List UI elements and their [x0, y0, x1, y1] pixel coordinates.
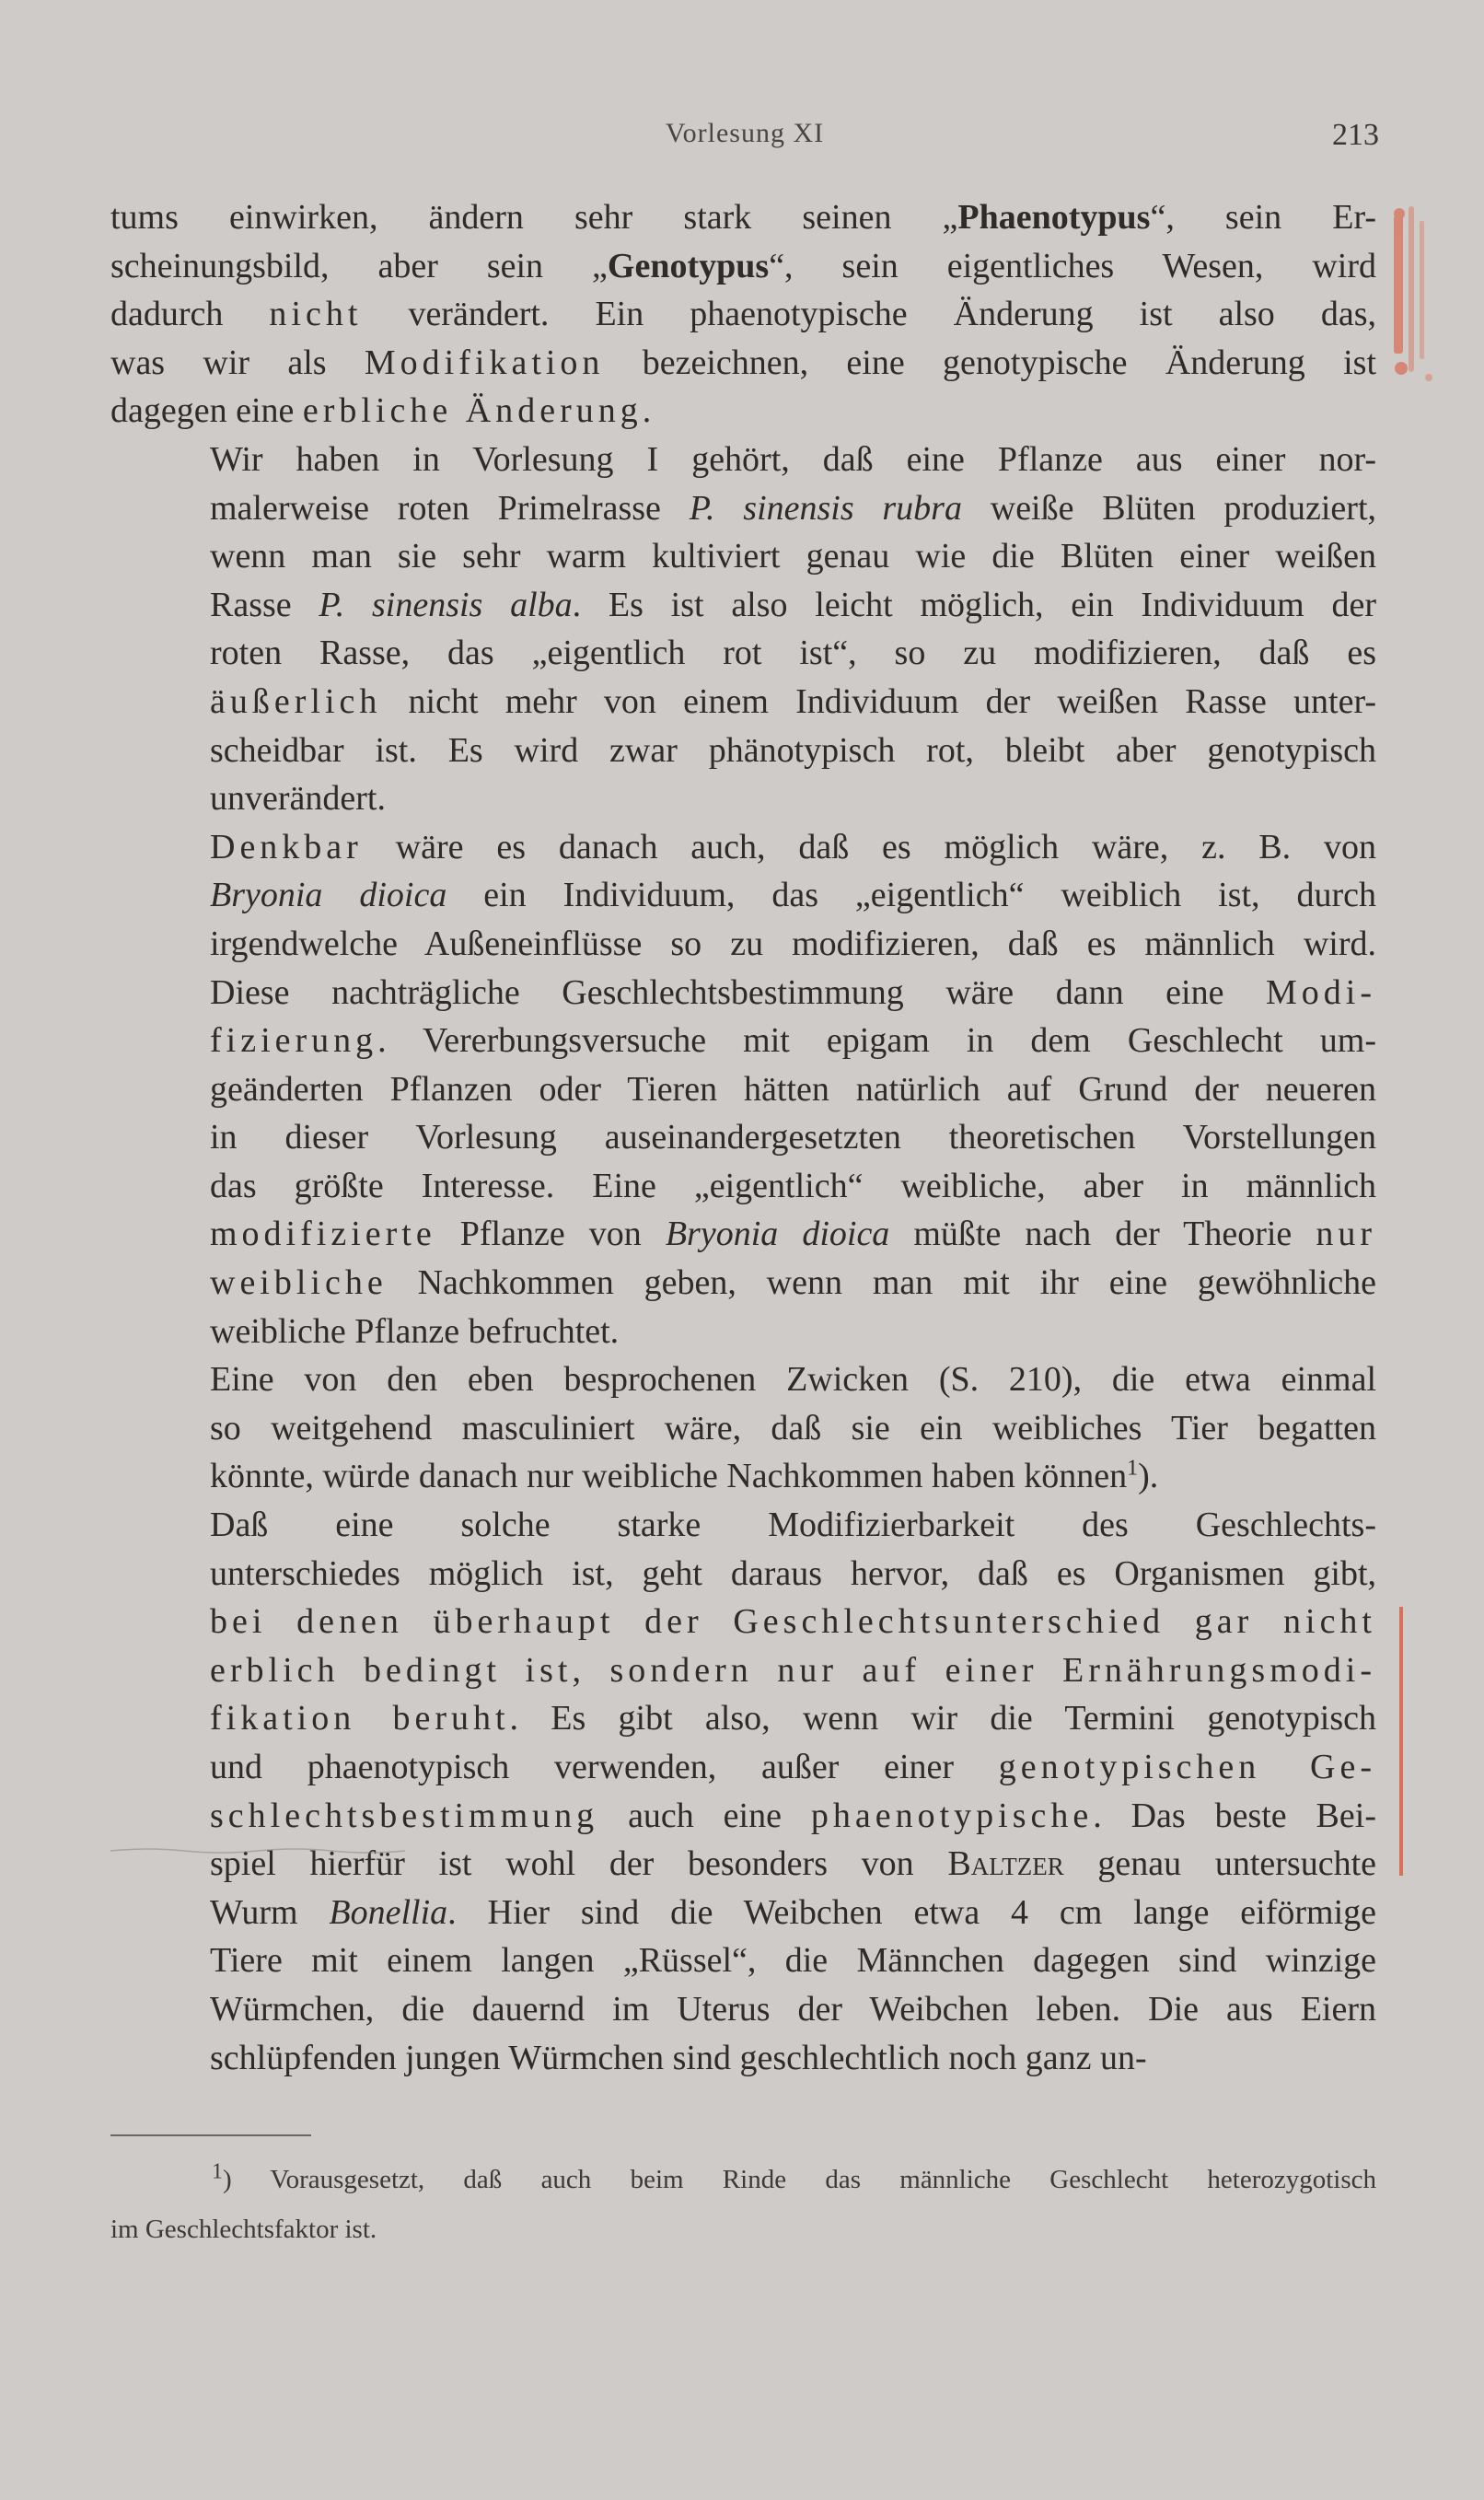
text-span-sp: erbliche Änderung — [302, 391, 643, 431]
running-title: Vorlesung XI — [665, 118, 825, 148]
text-span-sp: äußerlich — [210, 681, 382, 721]
text-span: was wir als — [110, 343, 365, 382]
text-span-sup: 1 — [1127, 1456, 1139, 1481]
paragraph-line — [110, 1355, 1376, 1404]
text-span: Eine von den eben besprochenen Zwicken (S. 210), die etwa einmal — [210, 1360, 1376, 1400]
text-span: Nachkommen geben, wenn man mit ihr eine gewöhnliche — [387, 1263, 1376, 1303]
text-span-i: P. sinensis alba — [319, 585, 573, 624]
paragraph-line — [110, 969, 1376, 1017]
red-stamp-mark — [1388, 203, 1445, 387]
text-span: im Geschlechtsfaktor ist. — [110, 2215, 377, 2244]
text-span: genau untersuchte — [1063, 1844, 1377, 1884]
paragraph-line — [110, 823, 1376, 872]
text-span: tums einwirken, ändern sehr stark seinen „ — [110, 198, 958, 237]
text-span: “, sein Er- — [1150, 198, 1376, 237]
paragraph-line — [110, 1936, 1376, 1985]
text-span: bezeichnen, eine genotypische Änderung ist — [604, 343, 1377, 382]
text-span: roten Rasse, das „eigentlich rot ist“, so zu modifizieren, daß es — [210, 634, 1376, 673]
footnote — [110, 2155, 1376, 2254]
text-span: und phaenotypisch verwenden, außer einer — [210, 1748, 999, 1786]
pencil-underline — [110, 1845, 1086, 1856]
text-span: wäre es danach auch, daß es möglich wäre, z. B. von — [362, 827, 1376, 866]
paragraph-line — [110, 920, 1376, 969]
text-span-sup: 1 — [212, 2159, 223, 2184]
text-span: . Vererbungsversuche mit epigam in dem Geschlecht um- — [377, 1021, 1376, 1061]
body-text — [110, 193, 1376, 2082]
text-span: nicht mehr von einem Individuum der weißen Rasse unter- — [381, 681, 1376, 721]
paragraph-line — [110, 1162, 1376, 1211]
paragraph — [110, 1355, 1376, 1501]
text-span: ). — [1138, 1457, 1159, 1496]
paragraph-line — [110, 727, 1376, 775]
paragraph-line — [110, 1501, 1376, 1550]
text-span: verändert. Ein phaenotypische Änderung ist also das, — [362, 295, 1376, 334]
text-span: . Es ist also leicht möglich, ein Individuum der — [572, 585, 1377, 624]
paragraph-line — [110, 436, 1376, 484]
text-span: ) Vorausgesetzt, daß auch beim Rinde das männliche Geschlecht heterozygotisch — [223, 2165, 1376, 2194]
text-span: Wurm — [210, 1892, 330, 1932]
text-span-i: Bryonia dioica — [210, 876, 447, 915]
paragraph-line — [110, 629, 1376, 678]
paragraph — [110, 193, 1376, 436]
text-span-i: Bonellia — [329, 1892, 448, 1932]
text-span: unverändert. — [210, 779, 386, 819]
text-span: geänderten Pflanzen oder Tieren hätten natürlich auf Grund der neueren — [210, 1069, 1376, 1109]
paragraph-line — [110, 774, 1376, 823]
text-span: wenn man sie sehr warm kultiviert genau wie die Blüten einer weißen — [210, 537, 1376, 576]
text-span-sp: bei denen überhaupt der Geschlechtsunterschied gar nicht — [210, 1602, 1376, 1642]
paragraph-line — [110, 1743, 1376, 1792]
paragraph-line — [110, 581, 1376, 630]
text-span: ein Individuum, das „eigentlich“ weiblich ist, durch — [446, 876, 1376, 915]
text-span: . Hier sind die Weibchen etwa 4 cm lange eiförmige — [447, 1892, 1376, 1932]
text-span: . — [642, 391, 652, 431]
text-span-sp: Denkbar — [210, 827, 363, 866]
paragraph-line — [110, 1452, 1376, 1501]
text-span: malerweise roten Primelrasse — [210, 488, 690, 528]
paragraph-line — [110, 1113, 1376, 1162]
text-span: irgendwelche Außeneinflüsse so zu modifizieren, daß es männlich wird. — [210, 924, 1376, 963]
paragraph-line — [110, 1308, 1376, 1356]
text-span-b: Phaenotypus — [957, 198, 1151, 237]
paragraph-line — [110, 871, 1376, 920]
paragraph-line — [110, 1985, 1376, 2034]
footnote-rule — [110, 2134, 311, 2136]
paragraph-line — [110, 2034, 1376, 2083]
text-span: dadurch — [110, 295, 270, 334]
footnote-line — [110, 2155, 1376, 2204]
paragraph-line — [110, 484, 1376, 533]
text-span-sp: genotypischen Ge- — [998, 1748, 1376, 1786]
text-span-sp: fizierung — [210, 1021, 378, 1061]
paragraph — [110, 436, 1376, 823]
paragraph-line — [110, 1646, 1376, 1695]
text-span-sp: schlechtsbestimmung — [210, 1796, 599, 1835]
text-span-sp: weibliche — [210, 1263, 388, 1303]
paragraph-line — [110, 1550, 1376, 1599]
text-span-sp: Modi- — [1266, 972, 1376, 1012]
paragraph-line — [110, 1017, 1376, 1065]
text-span: das größte Interesse. Eine „eigentlich“ weibliche, aber in männlich — [210, 1166, 1376, 1205]
text-span: Rasse — [210, 585, 319, 624]
margin-marker-line — [1392, 1607, 1403, 1876]
page-number: 213 — [1332, 118, 1379, 152]
text-span: Wir haben in Vorlesung I gehört, daß eine Pflanze aus einer nor- — [210, 439, 1376, 479]
text-span-sp: fikation beruht — [210, 1699, 510, 1738]
text-span: unterschiedes möglich ist, geht daraus hervor, daß es Organismen gibt, — [210, 1553, 1376, 1593]
text-span: könnte, würde danach nur weibliche Nachkommen haben können — [210, 1457, 1128, 1496]
text-span: spiel hierfür ist wohl der besonders von — [210, 1844, 948, 1884]
text-span: . Das beste Bei- — [1093, 1796, 1376, 1835]
text-span: “, sein eigentliches Wesen, wird — [769, 246, 1376, 285]
text-span-i: Bryonia dioica — [665, 1215, 890, 1254]
footnote-line — [110, 2204, 1376, 2254]
text-span-sp: modifizierte — [210, 1215, 436, 1254]
text-span: dagegen eine — [110, 391, 303, 431]
footnotes — [110, 2155, 1376, 2254]
paragraph-line — [110, 1694, 1376, 1743]
paragraph-line — [110, 1259, 1376, 1308]
paragraph-line — [110, 678, 1376, 727]
text-span-sp: nur — [1316, 1215, 1376, 1254]
paragraph-line — [110, 532, 1376, 581]
text-span: weiße Blüten produziert, — [961, 488, 1377, 528]
text-span-i: P. sinensis rubra — [689, 488, 962, 528]
text-span-b: Genotypus — [607, 246, 770, 285]
paragraph — [110, 823, 1376, 1356]
text-span-sc: Baltzer — [947, 1844, 1064, 1884]
paragraph-line — [110, 242, 1376, 291]
paragraph-line — [110, 193, 1376, 242]
paragraph-line — [110, 290, 1376, 339]
text-span-sp: erblich bedingt ist, sondern nur auf einer Ernährungsmodi- — [210, 1650, 1376, 1690]
paragraph-line — [110, 387, 1376, 436]
text-span: . Es gibt also, wenn wir die Termini genotypisch — [509, 1699, 1376, 1738]
text-span: in dieser Vorlesung auseinandergesetzten theoretischen Vorstellungen — [210, 1118, 1376, 1157]
paragraph-line — [110, 1598, 1376, 1646]
text-span: Tiere mit einem langen „Rüssel“, die Männchen dagegen sind winzige — [210, 1941, 1376, 1981]
paragraph-line — [110, 1404, 1376, 1453]
text-span: scheidbar ist. Es wird zwar phänotypisch rot, bleibt aber genotypisch — [210, 730, 1376, 770]
text-span: so weitgehend masculiniert wäre, daß sie ein weibliches Tier begatten — [210, 1408, 1376, 1448]
text-span: Diese nachträgliche Geschlechtsbestimmung wäre dann eine — [210, 972, 1266, 1012]
text-span: Daß eine solche starke Modifizierbarkeit des Geschlechts- — [210, 1506, 1376, 1545]
running-head — [110, 118, 1379, 155]
text-span-sp: Modifikation — [364, 343, 605, 382]
text-span-sp: nicht — [269, 295, 363, 334]
text-span: schlüpfenden jungen Würmchen sind geschlechtlich noch ganz un- — [210, 2038, 1147, 2077]
text-span: scheinungsbild, aber sein „ — [110, 246, 608, 285]
text-span-sp: phaenotypische — [810, 1796, 1094, 1835]
paragraph — [110, 1501, 1376, 2082]
text-span: Pflanze von — [435, 1215, 666, 1254]
text-span: müßte nach der Theorie — [889, 1215, 1316, 1254]
paragraph-line — [110, 1889, 1376, 1937]
paragraph-line — [110, 1210, 1376, 1259]
paragraph-line — [110, 339, 1376, 388]
text-span: weibliche Pflanze befruchtet. — [210, 1311, 620, 1351]
paragraph-line — [110, 1065, 1376, 1114]
text-span: auch eine — [598, 1796, 811, 1835]
text-span: Würmchen, die dauernd im Uterus der Weibchen leben. Die aus Eiern — [210, 1989, 1376, 2029]
paragraph-line — [110, 1792, 1376, 1841]
